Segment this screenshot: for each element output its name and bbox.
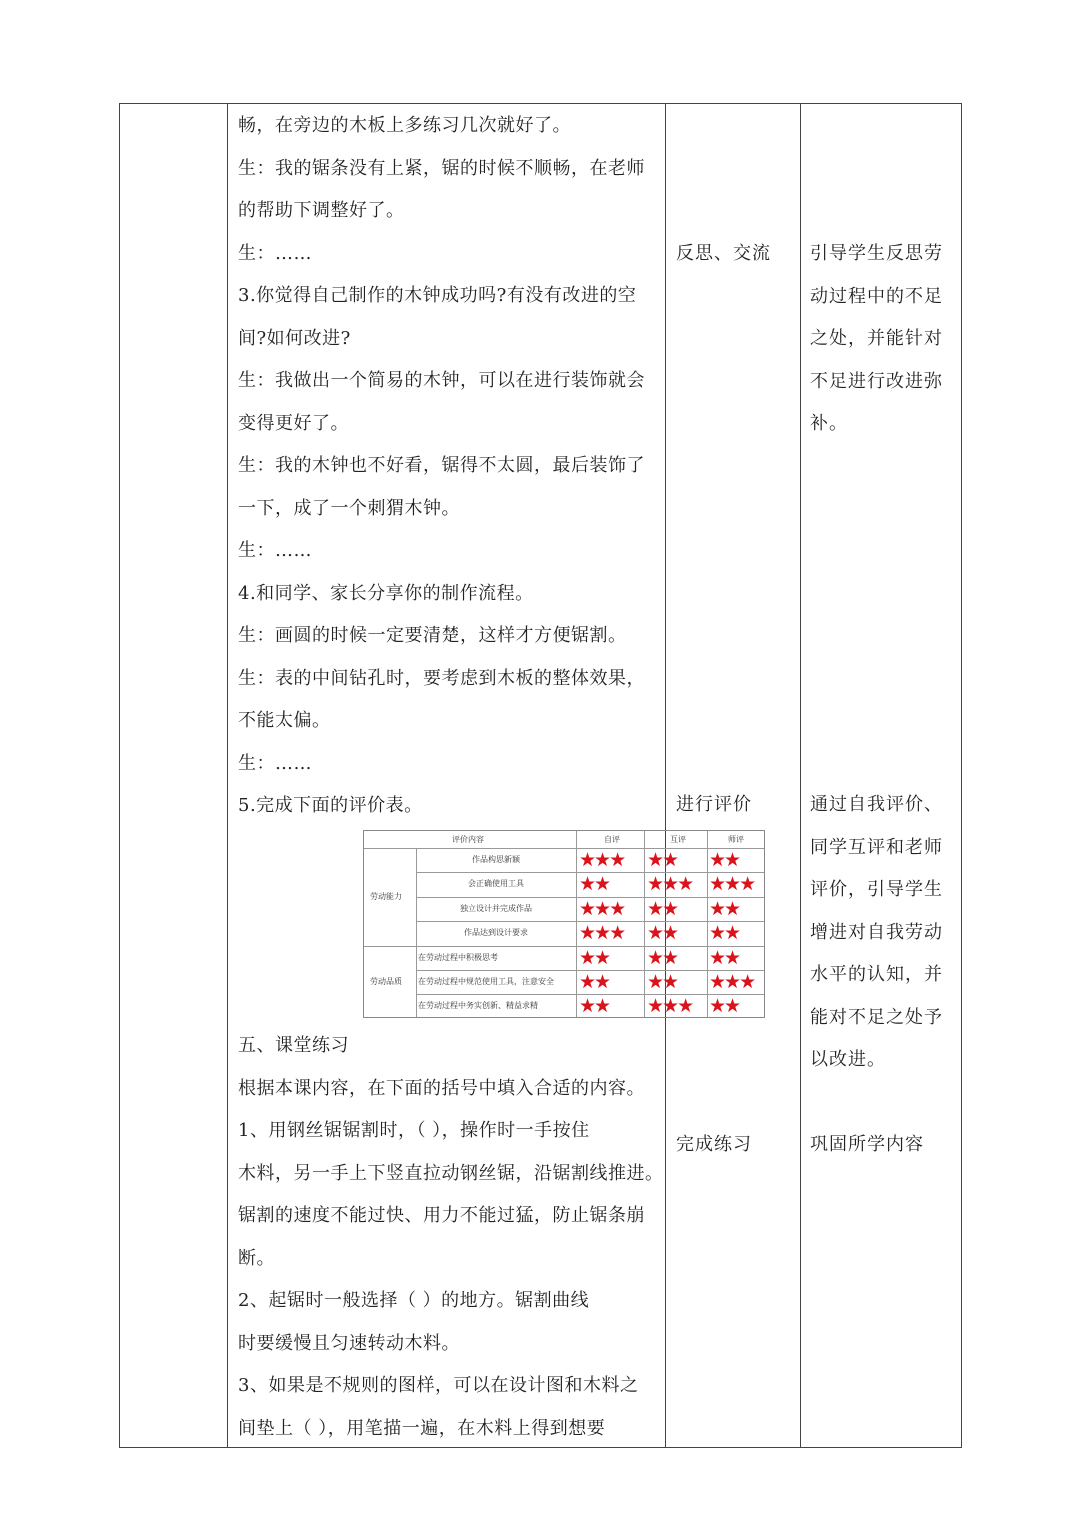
eval-item: 在劳动过程中务实创新、精益求精 (418, 1001, 538, 1011)
eval-item: 在劳动过程中积极思考 (418, 952, 498, 962)
text-line: 生：…… (238, 752, 312, 774)
star-rating-peer: ★★ (647, 849, 678, 871)
eval-rule (644, 831, 645, 1017)
eval-item: 作品构思新颖 (472, 855, 520, 864)
text-line: 时要缓慢且匀速转动木料。 (238, 1332, 460, 1354)
text-line: 不足进行改进弥 (810, 370, 943, 392)
column-divider (665, 104, 666, 1447)
text-line: 之处，并能针对 (810, 328, 943, 349)
text-line: 生：…… (238, 540, 312, 561)
eval-item: 作品达到设计要求 (464, 928, 528, 938)
text-line: 通过自我评价、 (810, 794, 943, 815)
star-rating-peer: ★★ (647, 946, 678, 969)
star-rating-teacher: ★★ (709, 849, 740, 871)
text-line: 评价，引导学生 (810, 879, 943, 900)
evaluation-table (363, 830, 765, 1018)
star-rating-peer: ★★★ (647, 995, 693, 1018)
text-line: 生：我做出一个简易的木钟，可以在进行装饰就会 (238, 370, 645, 391)
star-rating-teacher: ★★★ (709, 873, 755, 896)
text-line: 锯割的速度不能过快、用力不能过猛，防止锯条崩 (238, 1205, 645, 1226)
lesson-plan-table (119, 103, 962, 1448)
star-rating-peer: ★★★ (647, 873, 693, 896)
star-rating-self: ★★ (579, 971, 610, 993)
text-line: 增进对自我劳动 (810, 921, 943, 943)
eval-group-label: 劳动品质 (370, 977, 402, 987)
text-line: 根据本课内容，在下面的括号中填入合适的内容。 (238, 1077, 645, 1099)
star-rating-self: ★★ (579, 995, 610, 1018)
text-line: 不能太偏。 (238, 710, 331, 731)
text-line: 5.完成下面的评价表。 (238, 795, 423, 816)
text-line: 木料，另一手上下竖直拉动钢丝锯，沿锯割线推进。 (238, 1162, 664, 1184)
star-rating-self: ★★ (579, 946, 610, 969)
activity-practice: 完成练习 (676, 1134, 752, 1155)
activity-reflect: 反思、交流 (676, 243, 771, 264)
text-line: 2、起锯时一般选择（ ）的地方。锯割曲线 (238, 1290, 590, 1311)
text-line: 变得更好了。 (238, 412, 349, 434)
star-rating-teacher: ★★★ (709, 971, 755, 993)
text-line: 巩固所学内容 (810, 1134, 924, 1155)
text-line: 生：表的中间钻孔时，要考虑到木板的整体效果， (238, 667, 645, 689)
text-line: 能对不足之处予 (810, 1006, 943, 1028)
text-line: 生：我的木钟也不好看，锯得不太圆，最后装饰了 (238, 455, 645, 476)
eval-item: 会正确使用工具 (468, 879, 524, 889)
star-rating-teacher: ★★ (709, 995, 740, 1018)
text-line: 以改进。 (810, 1049, 886, 1070)
eval-rule (364, 848, 764, 849)
column-divider (800, 104, 801, 1447)
star-rating-peer: ★★ (647, 971, 678, 993)
eval-header-teacher: 师评 (728, 835, 744, 844)
text-line: 3、如果是不规则的图样，可以在设计图和木料之 (238, 1375, 639, 1396)
activity-evaluate: 进行评价 (676, 794, 752, 815)
text-line: 五、课堂练习 (238, 1035, 349, 1056)
column-divider (227, 104, 228, 1447)
eval-rule (576, 831, 577, 1017)
eval-item: 在劳动过程中规范使用工具，注意安全 (418, 977, 554, 986)
eval-header-content: 评价内容 (452, 835, 484, 844)
text-line: 水平的认知，并 (810, 964, 943, 985)
eval-group-label: 劳动能力 (370, 891, 402, 901)
star-rating-peer: ★★ (647, 897, 678, 920)
text-line: 的帮助下调整好了。 (238, 200, 405, 221)
text-line: 补。 (810, 413, 848, 434)
text-line: 4.和同学、家长分享你的制作流程。 (238, 582, 534, 604)
text-line: 畅，在旁边的木板上多练习几次就好了。 (238, 115, 571, 136)
text-line: 生：…… (238, 242, 312, 264)
eval-header-peer: 互评 (670, 835, 686, 844)
text-line: 1、用钢丝锯锯割时，（ ），操作时一手按住 (238, 1120, 590, 1141)
text-line: 间垫上（ ），用笔描一遍，在木料上得到想要 (238, 1417, 606, 1439)
star-rating-self: ★★★ (579, 897, 625, 920)
star-rating-teacher: ★★ (709, 922, 740, 945)
text-line: 间?如何改进? (238, 327, 351, 349)
text-line: 3.你觉得自己制作的木钟成功吗?有没有改进的空 (238, 285, 637, 306)
eval-item: 独立设计并完成作品 (460, 903, 532, 913)
star-rating-self: ★★ (579, 873, 610, 896)
star-rating-peer: ★★ (647, 922, 678, 945)
eval-rule (707, 831, 708, 1017)
star-rating-self: ★★★ (579, 922, 625, 945)
star-rating-teacher: ★★ (709, 897, 740, 920)
eval-rule (364, 946, 764, 947)
text-line: 断。 (238, 1247, 275, 1269)
text-line: 动过程中的不足 (810, 285, 943, 307)
text-line: 生：画圆的时候一定要清楚，这样才方便锯割。 (238, 625, 627, 646)
star-rating-teacher: ★★ (709, 946, 740, 969)
text-line: 同学互评和老师 (810, 836, 943, 858)
text-line: 一下，成了一个刺猬木钟。 (238, 497, 460, 519)
text-line: 生：我的锯条没有上紧，锯的时候不顺畅，在老师 (238, 157, 645, 179)
eval-header-self: 自评 (604, 835, 620, 844)
text-line: 引导学生反思劳 (810, 243, 943, 264)
star-rating-self: ★★★ (579, 849, 625, 871)
